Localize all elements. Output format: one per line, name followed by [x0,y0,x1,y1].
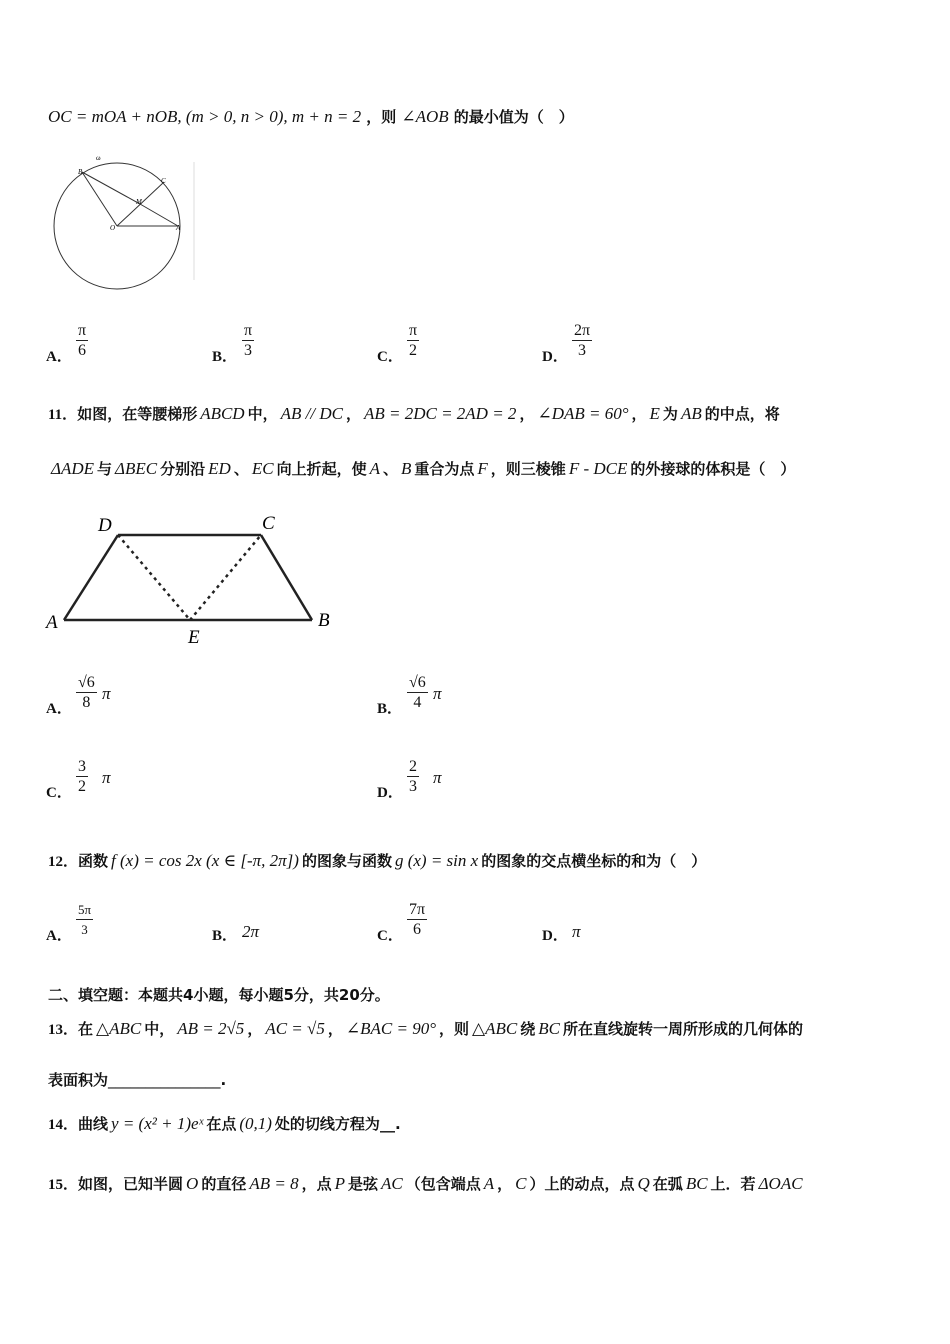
q11-l1-math-11: AB [680,404,702,423]
q10-option-b-label[interactable]: B． [212,349,238,365]
q11-l2-math-12: F [477,459,488,478]
q11-l1-text-0: 如图，在等腰梯形 [77,405,198,423]
vertex-a: A [46,612,58,633]
numerator: 2 [409,758,417,775]
segment-ma [140,204,178,226]
numerator: π [409,322,418,339]
q11-l2-text-9: 、 [382,460,398,478]
q13-text-6: ， [327,1020,343,1038]
q11-l2-text-7: 向上折起，使 [276,460,367,478]
q11-option-a-label[interactable]: A． [46,701,72,717]
q11-l1-math-7: ∠DAB = 60° [537,404,629,423]
segment-ob [82,172,117,226]
label-c: C [161,177,166,185]
q11-option-b-fraction [407,673,428,712]
numerator: π [78,322,87,339]
label-u: ω [96,154,101,162]
q11-l2-math-2: ΔBEC [115,459,158,478]
numerator: 2π [574,322,591,339]
q12-option-a-fraction [76,900,93,939]
q11-line1 [48,403,780,424]
q14-text-0: 曲线 [78,1115,109,1133]
q11-option-c-pi: π [102,768,111,787]
q10-option-d-fraction [572,321,592,360]
edge-cb [261,535,312,620]
q11-l2-math-0: ΔADE [51,459,95,478]
edge-ad [64,535,118,620]
q15-text-4: ，点 [301,1175,332,1193]
q13-math-5: AC = √5 [265,1019,325,1038]
q10-option-b-fraction [242,321,254,360]
q10-question: 的最小值为（ ） [453,108,574,126]
vertex-e: E [188,627,200,648]
numerator: 5π [76,900,93,920]
q13-math-7: ∠BAC = 90° [345,1019,436,1038]
q15-number: 15． [48,1177,79,1193]
q12-text-4: 的图象的交点横坐标的和为（ ） [481,852,707,870]
q13-text-10: 绕 [520,1020,536,1038]
q15-math-15: BC [685,1174,708,1193]
q11-l2-math-10: B [401,459,412,478]
q10-option-c-fraction [407,321,419,360]
q13-math-9: △ABC [472,1019,518,1038]
q11-l1-math-9: E [649,404,660,423]
denominator: 6 [413,921,422,938]
q10-angle: ∠AOB [401,107,449,126]
q11-l1-text-6: ， [519,405,535,423]
numerator: 7π [409,901,426,918]
q11-option-d-fraction [407,757,419,796]
q11-l1-text-4: ， [345,405,361,423]
denominator: 3 [81,922,88,937]
label-a: A [176,224,181,232]
denominator: 2 [409,342,418,359]
q15-math-1: O [186,1174,199,1193]
q13-end: . [220,1071,227,1089]
q12-number: 12． [48,854,79,870]
q11-option-a-pi: π [102,684,111,703]
q15-text-10: ， [497,1175,513,1193]
q14-stem [48,1113,401,1134]
q11-l2-text-15: 的外接球的体积是（ ） [630,460,796,478]
q12-math-3: g (x) = sin x [394,851,479,870]
q13-number: 13． [48,1022,79,1038]
q13-math-11: BC [538,1019,560,1038]
q11-option-c-label[interactable]: C． [46,785,72,801]
q15-math-5: P [334,1174,345,1193]
q11-l2-math-14: F - DCE [568,459,628,478]
q11-l1-text-10: 为 [662,405,678,423]
numerator: √6 [78,674,95,691]
denominator: 6 [78,342,87,359]
q15-text-0: 如图，已知半圆 [78,1175,184,1193]
q15-text-12: ）上的动点，点 [529,1175,635,1193]
q11-option-d-label[interactable]: D． [377,785,403,801]
q13-text-2: 中， [144,1020,175,1038]
q11-option-b-pi: π [433,684,442,703]
section-heading: 二、填空题：本题共4小题，每小题5分，共20分。 [48,986,390,1004]
q12-option-d-label[interactable]: D． [542,928,568,944]
q12-option-b-value: 2π [242,922,260,941]
label-b: B [78,168,83,176]
q11-line2 [48,458,795,479]
q10-stem [48,106,574,127]
q10-option-d-label[interactable]: D． [542,349,568,365]
q12-option-b-label[interactable]: B． [212,928,238,944]
q11-option-a-fraction [76,673,97,712]
denominator: 2 [78,778,86,795]
denominator: 3 [409,778,417,795]
q10-option-c-label[interactable]: C． [377,349,403,365]
q10-text: ，则 [366,108,397,126]
q14-math-1: y = (x² + 1)eˣ [111,1114,204,1133]
label-o: O [110,224,116,232]
q15-math-17: ΔOAC [758,1174,803,1193]
q11-option-d-pi: π [433,768,442,787]
q11-l2-text-3: 分别沿 [160,460,206,478]
q11-l2-math-6: EC [251,459,274,478]
q10-option-a-label[interactable]: A． [46,349,72,365]
q14-text-5: __. [379,1115,401,1133]
q13-text: 表面积为 [48,1071,109,1089]
q13-math-3: AB = 2√5 [177,1019,245,1038]
numerator: 3 [78,758,86,775]
q11-l2-text-13: ，则三棱锥 [490,460,566,478]
q14-text-2: 在点 [206,1115,237,1133]
q13-text-12: 所在直线旋转一周所形成的几何体的 [562,1020,803,1038]
q15-math-13: Q [637,1174,650,1193]
q11-number: 11． [48,407,78,423]
q11-l2-text-5: 、 [233,460,249,478]
q14-text-4: 处的切线方程为 [274,1115,380,1133]
denominator: 3 [244,342,253,359]
q12-option-c-label[interactable]: C． [377,928,403,944]
q15-text-2: 的直径 [201,1175,247,1193]
q11-option-c-fraction [76,757,88,796]
q10-option-a-fraction [76,321,88,360]
q11-l2-text-1: 与 [97,460,113,478]
q15-math-3: AB = 8 [249,1174,299,1193]
q10-vector-equation: OC = mOA + nOB, (m > 0, n > 0), m + n = 2 [48,107,362,126]
vertex-c: C [262,513,275,534]
q12-option-d-value: π [572,922,581,941]
q15-text-16: 上．若 [710,1175,756,1193]
vertex-d: D [98,515,112,536]
q11-option-b-label[interactable]: B． [377,701,403,717]
q10-circle-figure [40,150,220,300]
q11-l2-text-11: 重合为点 [414,460,475,478]
q15-math-7: AC [381,1174,403,1193]
q12-text-0: 函数 [78,852,109,870]
q11-l1-math-1: ABCD [200,404,245,423]
q13-text-4: ， [247,1020,263,1038]
q14-number: 14． [48,1117,79,1133]
q12-option-a-label[interactable]: A． [46,928,72,944]
numerator: π [244,322,253,339]
q12-math-1: f (x) = cos 2x (x ∈ [-π, 2π]) [111,851,299,870]
q15-text-14: 在弧 [652,1175,683,1193]
q13-text-0: 在 [78,1020,94,1038]
q13-line2 [48,1069,226,1090]
q14-math-3: (0,1) [239,1114,272,1133]
q15-math-11: C [515,1174,527,1193]
q11-l2-math-4: ED [208,459,231,478]
denominator: 4 [413,694,422,711]
q11-l1-text-2: 中， [247,405,278,423]
q13-math-1: △ABC [96,1019,142,1038]
denominator: 8 [82,694,91,711]
edge-de [118,535,190,620]
q15-stem [48,1173,806,1194]
q15-text-6: 是弦 [347,1175,378,1193]
numerator: √6 [409,674,426,691]
edge-ec [190,535,261,620]
q13-text-8: ，则 [439,1020,470,1038]
q11-l1-text-8: ， [631,405,647,423]
q15-math-9: A [483,1174,495,1193]
q11-l2-math-8: A [369,459,380,478]
q12-stem [48,850,706,871]
q12-option-c-fraction [407,900,427,939]
q15-text-8: （包含端点 [405,1175,481,1193]
q13-answer-blank[interactable]: _______________ [108,1071,221,1089]
q11-l1-math-3: AB // DC [280,404,343,423]
denominator: 3 [578,342,587,359]
q11-trapezoid-figure [40,510,340,650]
label-m: M [136,198,142,206]
q11-l1-text-12: 的中点，将 [704,405,780,423]
q12-text-2: 的图象与函数 [301,852,392,870]
vertex-b: B [318,610,330,631]
segment-bm [82,172,140,204]
q13-line1 [48,1018,803,1039]
q11-l1-math-5: AB = 2DC = 2AD = 2 [363,404,517,423]
